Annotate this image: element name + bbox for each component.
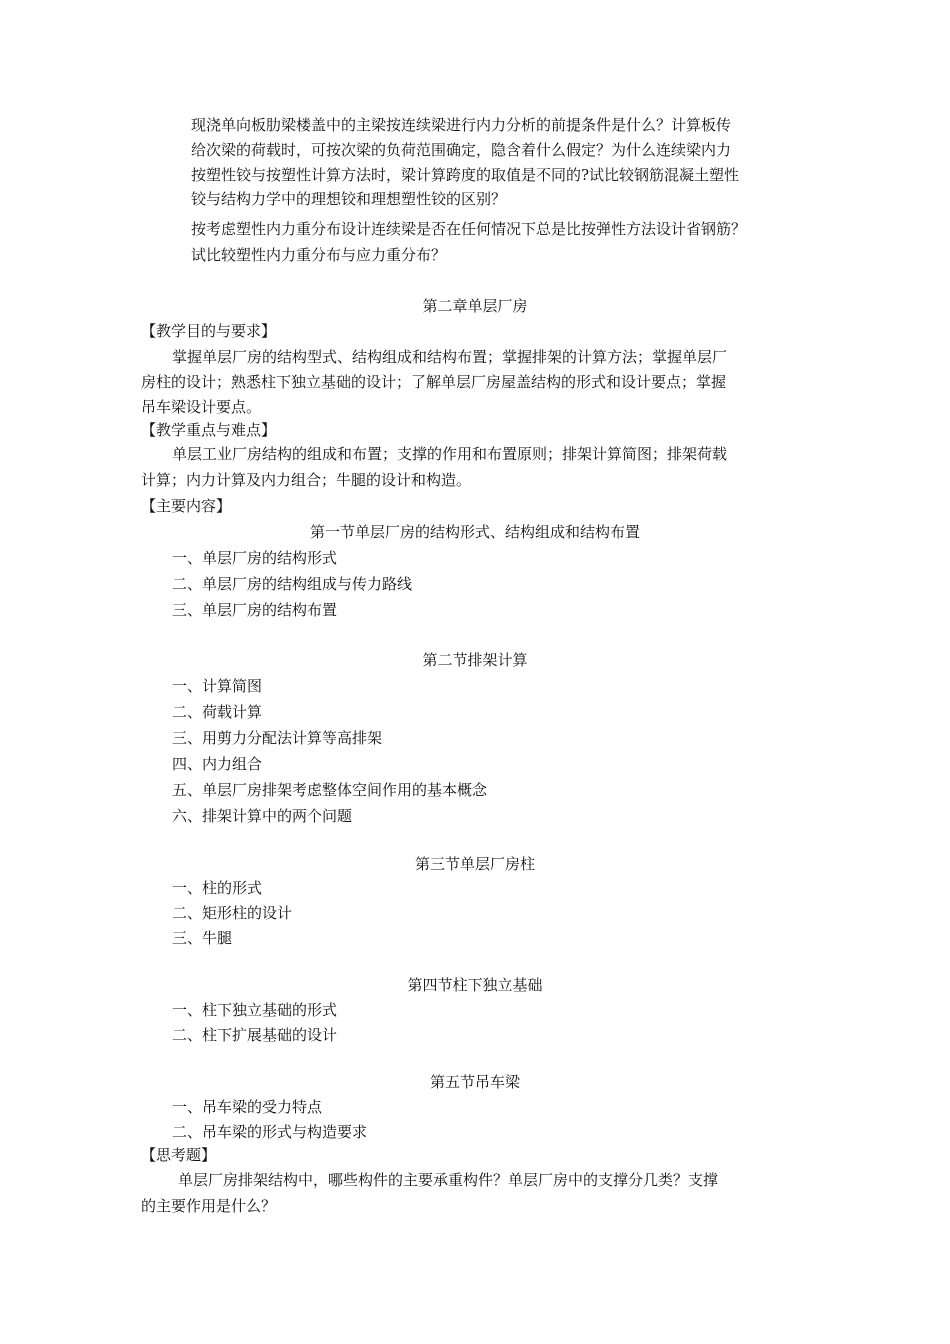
focus-heading: 【教学重点与难点】	[141, 421, 277, 439]
section-1-item-2: 二、单层厂房的结构组成与传力路线	[172, 575, 413, 593]
section-2-item-6: 六、排架计算中的两个问题	[172, 807, 353, 825]
section-4-title: 第四节柱下独立基础	[407, 976, 543, 994]
questions-line-1: 单层厂房排架结构中，哪些构件的主要承重构件？单层厂房中的支撑分几类？支撑	[178, 1171, 719, 1189]
goals-line-1: 掌握单层厂房的结构型式、结构组成和结构布置；掌握排架的计算方法；掌握单层厂	[172, 348, 728, 366]
section-1-title: 第一节单层厂房的结构形式、结构组成和结构布置	[309, 523, 640, 541]
section-2-title: 第二节排架计算	[422, 651, 528, 669]
focus-line-1: 单层工业厂房结构的组成和布置；支撑的作用和布置原则；排架计算简图；排架荷载	[172, 445, 728, 463]
section-2-item-3: 三、用剪力分配法计算等高排架	[172, 729, 383, 747]
section-3-item-1: 一、柱的形式	[172, 879, 263, 897]
section-5-title: 第五节吊车梁	[429, 1073, 520, 1091]
goals-line-3: 吊车梁设计要点。	[141, 398, 262, 416]
intro-q1-line-4: 铰与结构力学中的理想铰和理想塑性铰的区别？	[191, 190, 507, 208]
section-2-item-1: 一、计算简图	[172, 677, 263, 695]
section-3-item-2: 二、矩形柱的设计	[172, 904, 293, 922]
intro-q2-line-1: 按考虑塑性内力重分布设计连续梁是否在任何情况下总是比按弹性方法设计省钢筋？	[191, 220, 747, 238]
questions-heading: 【思考题】	[141, 1146, 217, 1164]
section-1-item-3: 三、单层厂房的结构布置	[172, 601, 338, 619]
content-heading: 【主要内容】	[141, 497, 232, 515]
section-2-item-2: 二、荷载计算	[172, 703, 263, 721]
section-2-item-4: 四、内力组合	[172, 755, 263, 773]
section-5-item-2: 二、吊车梁的形式与构造要求	[172, 1123, 368, 1141]
section-3-item-3: 三、牛腿	[172, 929, 233, 947]
chapter-title: 第二章单层厂房	[422, 297, 528, 315]
intro-q1-line-1: 现浇单向板肋梁楼盖中的主梁按连续梁进行内力分析的前提条件是什么？计算板传	[191, 116, 732, 134]
goals-line-2: 房柱的设计；熟悉柱下独立基础的设计；了解单层厂房屋盖结构的形式和设计要点；掌握	[141, 373, 727, 391]
section-4-item-2: 二、柱下扩展基础的设计	[172, 1026, 338, 1044]
section-2-item-5: 五、单层厂房排架考虑整体空间作用的基本概念	[172, 781, 488, 799]
focus-line-2: 计算；内力计算及内力组合；牛腿的设计和构造。	[141, 471, 472, 489]
questions-line-2: 的主要作用是什么？	[141, 1197, 277, 1215]
section-4-item-1: 一、柱下独立基础的形式	[172, 1001, 338, 1019]
section-3-title: 第三节单层厂房柱	[414, 855, 535, 873]
intro-q1-line-2: 给次梁的荷载时，可按次梁的负荷范围确定，隐含着什么假定？为什么连续梁内力	[191, 141, 732, 159]
intro-q2-line-2: 试比较塑性内力重分布与应力重分布？	[191, 246, 447, 264]
section-1-item-1: 一、单层厂房的结构形式	[172, 549, 338, 567]
section-5-item-1: 一、吊车梁的受力特点	[172, 1098, 323, 1116]
intro-q1-line-3: 按塑性铰与按塑性计算方法时，梁计算跨度的取值是不同的?试比较钢筋混凝土塑性	[191, 166, 740, 184]
goals-heading: 【教学目的与要求】	[141, 322, 277, 340]
